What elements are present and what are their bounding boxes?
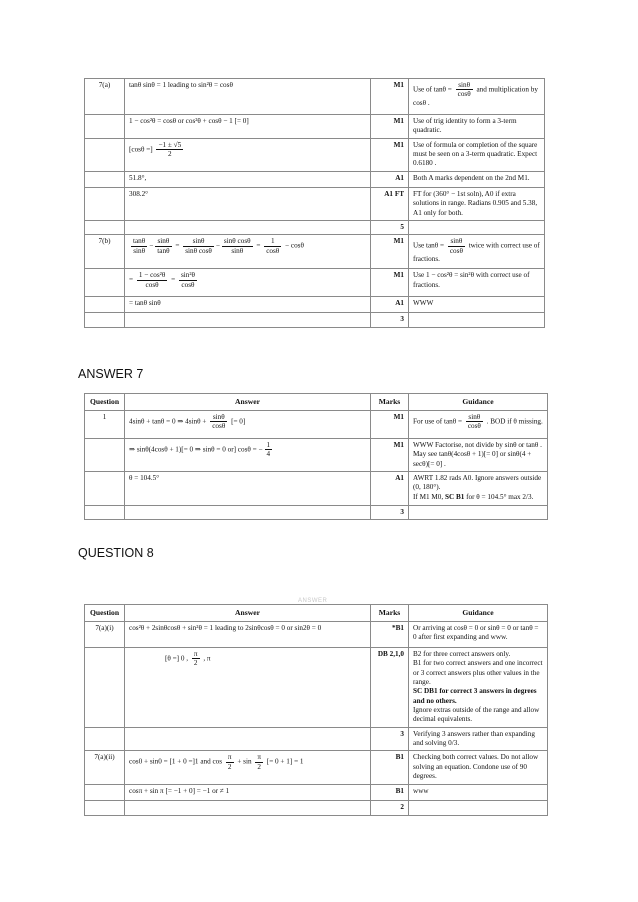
question-cell: 1 [85, 410, 125, 438]
marks-cell: B1 [371, 751, 409, 785]
header-guidance: Guidance [409, 605, 548, 622]
table-row [85, 505, 548, 519]
mark-scheme-table-8 [84, 604, 548, 816]
guidance-cell [409, 801, 548, 815]
answer-cell: 51.8°, [125, 171, 371, 187]
marks-total-cell: 3 [371, 313, 409, 327]
answer-cell: 1 − cos²θ = cosθ or cos²θ + cosθ − 1 [= 0] [125, 115, 371, 139]
table-row [85, 297, 545, 313]
answer-cell [125, 313, 371, 327]
marks-total-cell: 3 [371, 505, 409, 519]
question-cell: 7(a)(i) [85, 621, 125, 647]
marks-cell: B1 [371, 785, 409, 801]
question-cell [85, 220, 125, 234]
marks-total-cell: 5 [371, 220, 409, 234]
question-cell [85, 171, 125, 187]
answer-cell: ⇒ sinθ(4cosθ + 1)[= 0 ⇒ sinθ = 0 or] cosθ = − $\frac{1}{4}$ [125, 438, 371, 471]
marks-cell: M1 [371, 269, 409, 297]
header-marks: Marks [371, 605, 409, 622]
answer-cell [125, 505, 371, 519]
table-row [85, 438, 548, 471]
marks-cell: M1 [371, 235, 409, 269]
answer-cell [125, 727, 371, 751]
question-cell: 7(a)(ii) [85, 751, 125, 785]
guidance-cell [409, 313, 545, 327]
table-row [85, 471, 548, 505]
marks-cell: DB 2,1,0 [371, 647, 409, 727]
question-cell [85, 313, 125, 327]
table-row [85, 801, 548, 815]
header-question: Question [85, 605, 125, 622]
guidance-cell: For use of tanθ = $\frac{\sin\theta}{\cos\theta}$ . BOD if θ missing. [409, 410, 548, 438]
marks-cell: A1 FT [371, 187, 409, 220]
guidance-cell [409, 505, 548, 519]
table-row [85, 187, 545, 220]
answer-cell: θ = 104.5° [125, 471, 371, 505]
answer-cell: 4sinθ + tanθ = 0 ⇒ 4sinθ + $\frac{\sin\theta}{\cos\theta}$ [= 0] [125, 410, 371, 438]
table-row [85, 269, 545, 297]
marks-cell: M1 [371, 79, 409, 115]
guidance-cell: Use of trig identity to form a 3-term quadratic. [409, 115, 545, 139]
header-marks: Marks [371, 394, 409, 411]
header-guidance: Guidance [409, 394, 548, 411]
table-row [85, 220, 545, 234]
fraction: $\frac{\sin\theta}{\cos\theta}$ [449, 237, 463, 255]
answer-cell [125, 220, 371, 234]
question-cell [85, 138, 125, 171]
marks-cell: M1 [371, 138, 409, 171]
answer-cell [125, 801, 371, 815]
guidance-cell: FT for (360° − 1st soln), A0 if extra solutions in range. Radians 0.905 and 5.38, A1 only for both. [409, 187, 545, 220]
marks-cell: M1 [371, 410, 409, 438]
table-row [85, 621, 548, 647]
table-row [85, 785, 548, 801]
marks-cell: A1 [371, 171, 409, 187]
table-row [85, 313, 545, 327]
question-cell [85, 647, 125, 727]
guidance-cell: WWW [409, 297, 545, 313]
answer-cell: cos²θ + 2sinθcosθ + sin²θ = 1 leading to 2sinθcosθ = 0 or sin2θ = 0 [125, 621, 371, 647]
marks-cell: M1 [371, 115, 409, 139]
answer-cell: = $\frac{\text{1 − cos²θ}}{\cos\theta}$ = $\frac{\text{sin²θ}}{\cos\theta}$ [125, 269, 371, 297]
marks-total-cell: 3 [371, 727, 409, 751]
question-cell [85, 297, 125, 313]
question-cell [85, 438, 125, 471]
answer-cell: [θ =] 0 , $\frac{\pi}{2}$ , π [125, 647, 371, 727]
guidance-cell: Verifying 3 answers rather than expanding and solving 0/3. [409, 727, 548, 751]
marks-cell: M1 [371, 438, 409, 471]
marks-cell: A1 [371, 297, 409, 313]
table-row [85, 138, 545, 171]
table-row [85, 115, 545, 139]
question-cell [85, 187, 125, 220]
guidance-cell: Use of formula or completion of the square must be seen on a 3-term quadratic. Expect 0.6180 . [409, 138, 545, 171]
question-cell [85, 471, 125, 505]
answer-cell: $\frac{\tan\theta}{\sin\theta}$ − $\frac{\sin\theta}{\tan\theta}$ = $\frac{\sin\theta}{\text{sinθ cosθ}}$ − $\frac{\text{sinθ cosθ}}{\sin\theta}$ = $\frac{1}{\cos\theta}$ − cosθ [125, 235, 371, 269]
answer-cell: 308.2° [125, 187, 371, 220]
header-answer: Answer [125, 394, 371, 411]
mark-scheme-table-answer-7 [84, 393, 548, 520]
table-row [85, 751, 548, 785]
table-header-row [85, 605, 548, 622]
marks-cell: *B1 [371, 621, 409, 647]
answer-7-heading: ANSWER 7 [78, 367, 144, 381]
answer-cell: = tanθ sinθ [125, 297, 371, 313]
guidance-cell: Or arriving at cosθ = 0 or sinθ = 0 or tanθ = 0 after first expanding and www. [409, 621, 548, 647]
question-cell: 7(b) [85, 235, 125, 269]
table-header-row [85, 394, 548, 411]
question-8-heading: QUESTION 8 [78, 546, 154, 560]
fraction: $\frac{\sin\theta}{\cos\theta}$ [457, 81, 471, 99]
question-cell [85, 269, 125, 297]
answer-cell: cos0 + sin0 = [1 + 0 =]1 and cos $\frac{\pi}{2}$ + sin $\frac{\pi}{2}$ [= 0 + 1] = 1 [125, 751, 371, 785]
guidance-cell: Use 1 − cos²θ = sin²θ with correct use of fractions. [409, 269, 545, 297]
header-answer: Answer [125, 605, 371, 622]
table-row [85, 647, 548, 727]
table-row [85, 235, 545, 269]
table-row [85, 171, 545, 187]
guidance-cell: Checking both correct values. Do not allow solving an equation. Condone use of 90 degrees. [409, 751, 548, 785]
table-row [85, 410, 548, 438]
guidance-cell: WWW Factorise, not divide by sinθ or tanθ . May see tanθ(4cosθ + 1)[= 0] or sinθ(4 + secθ)[= 0] . [409, 438, 548, 471]
question-cell [85, 727, 125, 751]
faint-header-text: ANSWER [298, 598, 328, 604]
table-row [85, 79, 545, 115]
question-cell [85, 801, 125, 815]
question-cell [85, 785, 125, 801]
guidance-cell: Both A marks dependent on the 2nd M1. [409, 171, 545, 187]
guidance-cell: Use of tanθ = $\frac{\sin\theta}{\cos\theta}$ and multiplication by cosθ . [409, 79, 545, 115]
answer-cell: tanθ sinθ = 1 leading to sin²θ = cosθ [125, 79, 371, 115]
guidance-cell: Use tanθ = $\frac{\sin\theta}{\cos\theta}$ twice with correct use of fractions. [409, 235, 545, 269]
table-row [85, 727, 548, 751]
header-question: Question [85, 394, 125, 411]
guidance-cell [409, 220, 545, 234]
marks-total-cell: 2 [371, 801, 409, 815]
question-cell [85, 115, 125, 139]
question-cell: 7(a) [85, 79, 125, 115]
guidance-cell: www [409, 785, 548, 801]
answer-cell: cosπ + sin π [= −1 + 0] = −1 or ≠ 1 [125, 785, 371, 801]
guidance-cell: B2 for three correct answers only. B1 for two correct answers and one incorrect or 3 correct answers plus other values in the range. SC DB1 for correct 3 answers in degrees and no others. Ignore extras outside of the range and allow decimal equivalents. [409, 647, 548, 727]
question-cell [85, 505, 125, 519]
fraction: $\frac{-1 \pm √5}{2}$ [158, 140, 182, 158]
mark-scheme-table-7 [84, 78, 545, 328]
answer-cell: [cosθ =] $\frac{-1 \pm √5}{2}$ [125, 138, 371, 171]
guidance-cell: AWRT 1.82 rads A0. Ignore answers outside (0, 180°). If M1 M0, SC B1 for θ = 104.5° max 2/3. [409, 471, 548, 505]
marks-cell: A1 [371, 471, 409, 505]
